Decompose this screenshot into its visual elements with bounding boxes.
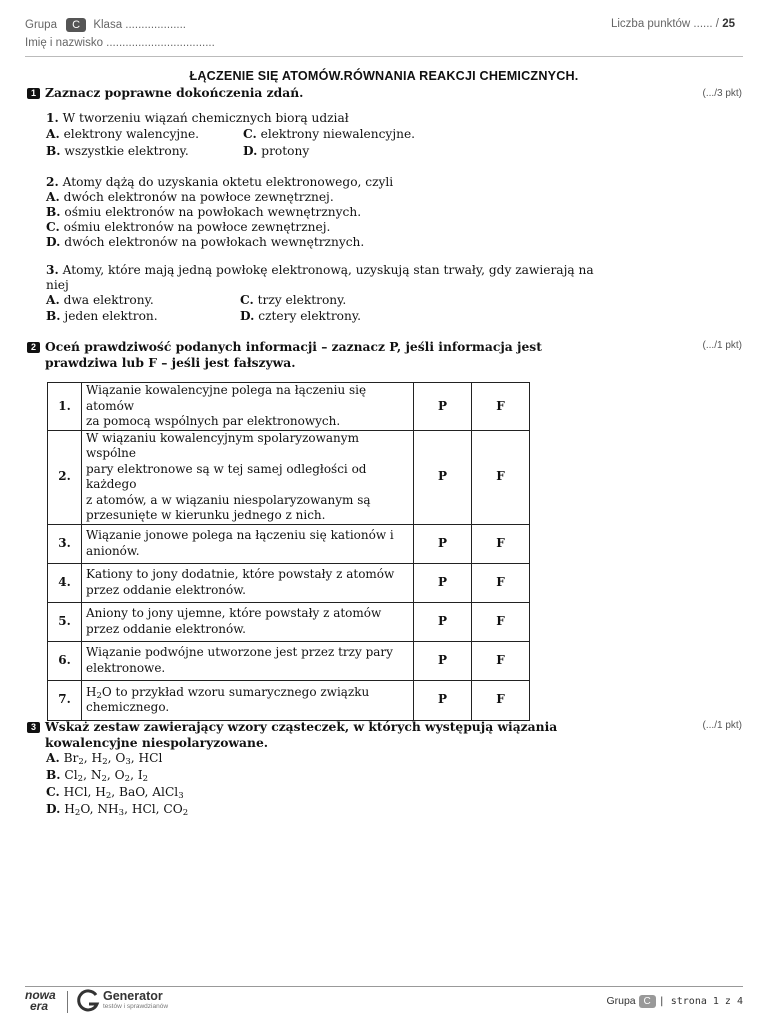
false-option[interactable]: F — [472, 563, 530, 602]
true-option[interactable]: P — [414, 563, 472, 602]
q1-s3-option-b[interactable]: B. jeden elektron. — [46, 309, 158, 323]
true-option[interactable]: P — [414, 680, 472, 720]
true-option[interactable]: P — [414, 524, 472, 563]
points-max: 25 — [722, 18, 735, 30]
generator-logo — [103, 990, 168, 1011]
table-row — [48, 602, 530, 641]
statement: Wiązanie podwójne utworzone jest przez trzy pary elektronowe. — [82, 641, 414, 680]
group-line — [25, 18, 186, 32]
q3-heading — [27, 719, 557, 751]
q1-s3-stem: 3. Atomy, które mają jedną powłokę elektronową, uzyskują stan trwały, gdy zawierają na — [46, 263, 594, 277]
footer-logo-divider — [67, 991, 68, 1013]
q3-option-d[interactable]: D. $H_2O$, $NH_3$, HCl, $CO_2$ — [46, 802, 189, 818]
points-label: Liczba punktów ...... / — [610, 18, 719, 30]
false-option[interactable]: F — [472, 680, 530, 720]
generator-subtitle: testów i sprawdzianów — [103, 1003, 169, 1010]
q1-s1-option-c[interactable]: C. elektrony niewalencyjne. — [243, 127, 416, 141]
q1-s2-option-b[interactable]: B. ośmiu elektronów na powłokach wewnętrznych. — [46, 205, 362, 219]
row-number: 7. — [48, 680, 82, 720]
q3-number: 3 — [27, 722, 40, 733]
points-line — [611, 18, 735, 30]
q2-line2: prawdziwa lub F – jeśli jest fałszywa. — [45, 355, 296, 370]
statement: $H_2O$ to przykład wzoru sumarycznego związku chemicznego. — [82, 680, 414, 720]
page-number: | strona 1 z 4 — [658, 996, 743, 1007]
false-option[interactable]: F — [472, 383, 530, 431]
q1-number: 1 — [27, 88, 40, 99]
q2-number: 2 — [27, 342, 40, 353]
group-label: Grupa — [25, 19, 57, 31]
q1-s3-option-c[interactable]: C. trzy elektrony. — [240, 293, 347, 307]
name-label: Imię i nazwisko .................................. — [25, 37, 215, 49]
q1-s3-option-a[interactable]: A. dwa elektrony. — [46, 293, 154, 307]
q1-s2-option-a[interactable]: A. dwóch elektronów na powłoce zewnętrznej. — [46, 190, 334, 204]
nowa-era-logo: nowa era — [25, 988, 56, 1013]
false-option[interactable]: F — [472, 641, 530, 680]
row-number: 5. — [48, 602, 82, 641]
row-number: 6. — [48, 641, 82, 680]
true-option[interactable]: P — [414, 430, 472, 524]
true-option[interactable]: P — [414, 602, 472, 641]
q3-line1: Wskaż zestaw zawierający wzory cząsteczek, w których występują wiązania — [45, 719, 558, 734]
q3-points: (.../1 pkt) — [702, 720, 742, 731]
false-option[interactable]: F — [472, 430, 530, 524]
true-option[interactable]: P — [414, 641, 472, 680]
footer-group-badge: C — [639, 995, 656, 1008]
q1-text: Zaznacz poprawne dokończenia zdań. — [45, 85, 304, 100]
table-row — [48, 680, 530, 720]
false-option[interactable]: F — [472, 524, 530, 563]
footer-group-label: Grupa — [606, 995, 636, 1007]
true-false-table — [47, 382, 530, 721]
row-number: 3. — [48, 524, 82, 563]
table-row — [48, 563, 530, 602]
true-option[interactable]: P — [414, 383, 472, 431]
statement: Wiązanie jonowe polega na łączeniu się kationów i anionów. — [82, 524, 414, 563]
statement: W wiązaniu kowalencyjnym spolaryzowanym wspólne pary elektronowe są w tej samej odległości od każdego z atomów, a w wiązaniu niespolaryzowanym są przesunięte w kierunku jednego z nich. — [82, 430, 414, 524]
q2-line1: Oceń prawdziwość podanych informacji – zaznacz P, jeśli informacja jest — [45, 339, 542, 354]
q3-option-a[interactable]: A. $Br_2$, $H_2$, $O_3$, HCl — [46, 751, 163, 767]
q1-s3-stem-cont: niej — [46, 278, 69, 292]
q1-s1-option-a[interactable]: A. elektrony walencyjne. — [46, 127, 200, 141]
q3-option-b[interactable]: B. $Cl_2$, $N_2$, $O_2$, $I_2$ — [46, 768, 149, 784]
q3-line2: kowalencyjne niespolaryzowane. — [45, 735, 269, 750]
q1-s2-option-c[interactable]: C. ośmiu elektronów na powłoce zewnętrznej. — [46, 220, 331, 234]
q1-s2-option-d[interactable]: D. dwóch elektronów na powłokach wewnętrznych. — [46, 235, 365, 249]
statement: Kationy to jony dodatnie, które powstały z atomów przez oddanie elektronów. — [82, 563, 414, 602]
q1-s1-stem: 1. W tworzeniu wiązań chemicznych biorą udział — [46, 111, 349, 125]
q3-option-c[interactable]: C. HCl, $H_2$, BaO, AlCl$_3$ — [46, 785, 184, 801]
page-title: ŁĄCZENIE SIĘ ATOMÓW.RÓWNANIA REAKCJI CHEMICZNYCH. — [189, 69, 579, 83]
q1-s1-option-d[interactable]: D. protony — [243, 144, 310, 158]
row-number: 4. — [48, 563, 82, 602]
table-row — [48, 383, 530, 431]
footer-page-info — [606, 995, 743, 1008]
footer-divider — [25, 986, 743, 987]
statement: Wiązanie kowalencyjne polega na łączeniu się atomów za pomocą wspólnych par elektronowych. — [82, 383, 414, 431]
statement: Aniony to jony ujemne, które powstały z atomów przez oddanie elektronów. — [82, 602, 414, 641]
q1-heading — [27, 85, 303, 101]
generator-logo-icon — [76, 989, 100, 1017]
q2-heading — [27, 339, 542, 371]
table-row — [48, 524, 530, 563]
header-divider — [25, 56, 743, 57]
q1-points: (.../3 pkt) — [702, 88, 742, 99]
table-row — [48, 430, 530, 524]
false-option[interactable]: F — [472, 602, 530, 641]
group-badge: C — [66, 18, 86, 32]
q1-s2-stem: 2. Atomy dążą do uzyskania oktetu elektronowego, czyli — [46, 175, 394, 189]
q1-s1-option-b[interactable]: B. wszystkie elektrony. — [46, 144, 189, 158]
row-number: 2. — [48, 430, 82, 524]
class-label: Klasa ................... — [93, 19, 186, 31]
q2-points: (.../1 pkt) — [702, 340, 742, 351]
row-number: 1. — [48, 383, 82, 431]
table-row — [48, 641, 530, 680]
q1-s3-option-d[interactable]: D. cztery elektrony. — [240, 309, 361, 323]
generator-title: Generator — [103, 989, 163, 1003]
